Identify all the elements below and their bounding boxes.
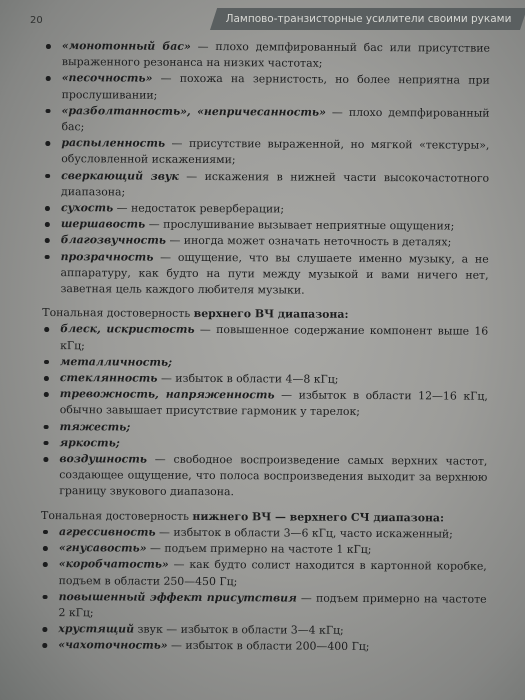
item-term: «монотонный бас» [61, 39, 191, 53]
item-description: — присутствие выраженной, но мягкой «текстуры», обусловленной искажениями; [61, 136, 490, 167]
item-description: — избыток в области 12—16 кГц, обычно завышает присутствие гармоник у тарелок; [59, 388, 488, 419]
item-description: — как будто солист находится в картонной коробке, подъем в области 250—450 Гц; [58, 558, 487, 588]
list-item [41, 556, 487, 591]
item-term: блеск, искристость [60, 322, 195, 337]
running-head-text: Лампово-транзисторные усилители своими руками [225, 13, 512, 25]
item-term: «разболтанность», «непричесанность» [61, 103, 326, 119]
heading-lhf-bold: нижнего ВЧ — верхнего СЧ диапазона: [192, 509, 445, 525]
item-term: металличность; [59, 354, 173, 369]
item-description: — искажения в нижней части высокочастотного диапазона; [61, 169, 490, 199]
item-term: шершавость [60, 217, 146, 231]
lhf-section [40, 508, 487, 657]
heading-lhf-prefix: Тональная достоверность [41, 508, 193, 523]
item-term: тяжесть; [59, 419, 131, 434]
top-list-section [42, 38, 490, 300]
page-header [30, 8, 520, 30]
list-item [42, 386, 488, 421]
item-description: — недостаток реверберации; [113, 201, 285, 216]
list-item [43, 168, 489, 203]
item-description: — избыток в области 200—400 Гц; [167, 639, 370, 654]
term-list-lhf [40, 524, 487, 656]
item-description: — повышенное содержание компонент выше 16 кГц; [60, 323, 489, 352]
item-description: — ощущение, что вы слушаете именно музыку, а не аппаратуру, как будто на пути между музыкой и вами ничего нет, заветная цель каждого любителя музыки. [60, 250, 489, 297]
hf-section [41, 305, 488, 502]
item-description: — плохо демпфированный бас; [61, 105, 490, 134]
list-item [42, 249, 488, 300]
item-description: — избыток в области 4—8 кГц; [157, 371, 339, 386]
running-head [210, 8, 525, 30]
item-term: «чахоточность» [58, 638, 168, 653]
item-description: — подъем примерно на частоте 1 кГц; [146, 541, 372, 557]
list-item [41, 451, 487, 502]
list-item [43, 135, 489, 170]
item-term: повышенный эффект присутствия [58, 589, 297, 605]
item-term: «коробчатость» [58, 557, 169, 572]
heading-hf-prefix: Тональная достоверность [42, 306, 194, 321]
item-term: стеклянность [59, 371, 158, 385]
page-number: 20 [30, 15, 43, 26]
list-item [40, 637, 486, 656]
item-term: распыленность [61, 136, 166, 150]
item-term: агрессивность [58, 524, 156, 539]
list-item [44, 38, 490, 73]
item-term: воздушность [59, 452, 147, 466]
list-item [40, 589, 486, 624]
item-term: прозрачность [60, 249, 154, 264]
item-description: — подъем примерно на частоте 2 кГц; [58, 591, 487, 620]
heading-hf-bold: верхнего ВЧ диапазона: [193, 307, 349, 322]
item-description: — плохо демпфированный бас или присутствие выраженного резонанса на низких частотах; [61, 39, 490, 70]
item-term: тревожность, напряженность [59, 387, 275, 402]
item-term: «гнусавость» [58, 541, 147, 555]
term-list-hf [41, 321, 488, 502]
item-description: — иногда может означать неточность в деталях; [165, 234, 452, 249]
item-term: хрустящий [58, 622, 135, 636]
list-item [42, 321, 488, 356]
item-description: — избыток в области 3—6 кГц, часто искаженный; [155, 525, 453, 541]
item-term: сухость [60, 201, 114, 215]
item-term: благозвучность [60, 233, 167, 248]
term-list-top [42, 38, 490, 300]
list-item [43, 103, 489, 138]
item-description: звук — избыток в области 3—4 кГц; [133, 622, 344, 637]
item-term: сверкающий звук [61, 168, 179, 183]
item-term: яркость; [59, 435, 120, 450]
item-term: «песочность» [61, 71, 153, 86]
page-body [40, 38, 490, 656]
item-description: — похожа на зернистость, но более неприятна при прослушивании; [61, 72, 490, 102]
list-item [44, 70, 490, 105]
item-description: — свободное воспроизведение самых верхних частот, создающее ощущение, что полоса воспроизведения выходит за верхнюю границу звукового диапазона. [59, 452, 488, 499]
item-description: — прослушивание вызывает неприятные ощущения; [145, 217, 455, 233]
